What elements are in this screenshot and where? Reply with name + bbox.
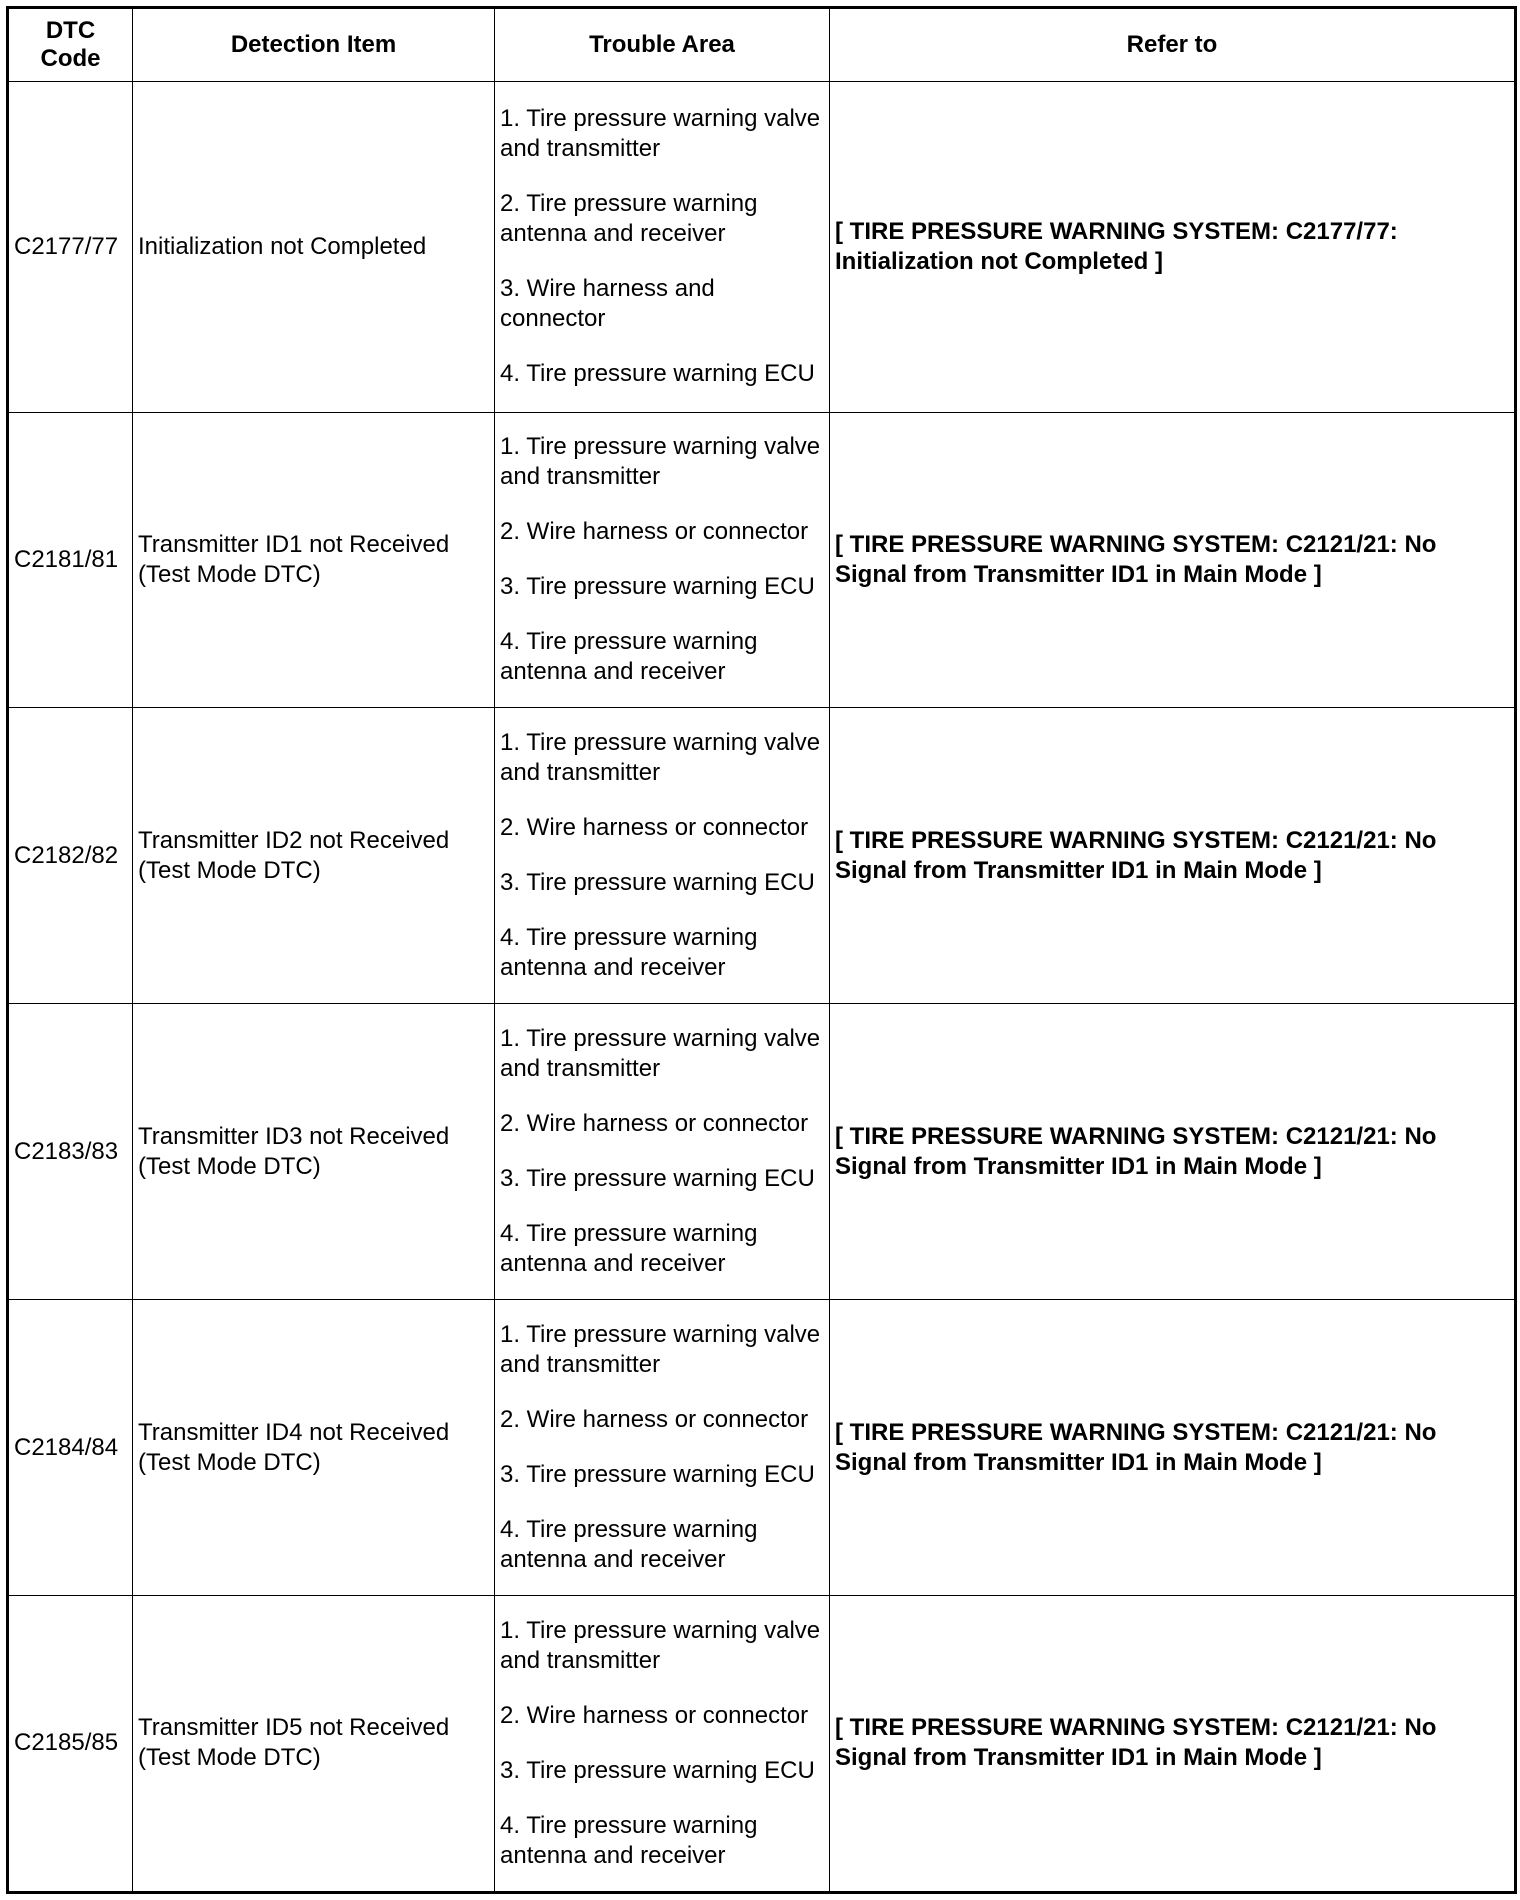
detection-item-line1: Transmitter ID4 not Received <box>138 1418 450 1446</box>
refer-to-link[interactable]: [ TIRE PRESSURE WARNING SYSTEM: C2121/21: No Signal from Transmitter ID1 in Main Mode ] <box>830 1300 1516 1596</box>
trouble-area-item: 4. Tire pressure warning antenna and receiver <box>500 1811 758 1869</box>
header-dtc-code-line2: Code <box>40 45 101 72</box>
trouble-area-item: 4. Tire pressure warning antenna and receiver <box>500 1220 758 1278</box>
detection-item-cell <box>133 412 495 708</box>
refer-to-link[interactable]: [ TIRE PRESSURE WARNING SYSTEM: C2121/21: No Signal from Transmitter ID1 in Main Mode ] <box>830 412 1516 708</box>
detection-item-line1: Initialization not Completed <box>138 232 427 260</box>
trouble-area-cell <box>495 708 830 1004</box>
table-row <box>8 708 1516 1004</box>
trouble-area-item: 3. Tire pressure warning ECU <box>500 573 815 601</box>
trouble-area-item: 2. Wire harness or connector <box>500 1701 809 1729</box>
header-dtc-code <box>8 8 133 82</box>
header-detection-item: Detection Item <box>133 8 495 82</box>
header-trouble-area: Trouble Area <box>495 8 830 82</box>
detection-item-line2: (Test Mode DTC) <box>138 1448 321 1476</box>
header-dtc-code-line1: DTC <box>45 17 96 44</box>
table-row <box>8 82 1516 413</box>
dtc-code-cell: C2184/84 <box>8 1300 133 1596</box>
detection-item-cell <box>133 82 495 413</box>
dtc-table <box>6 6 1517 1894</box>
detection-item-line1: Transmitter ID2 not Received <box>138 826 450 854</box>
trouble-area-item: 4. Tire pressure warning ECU <box>500 360 815 388</box>
trouble-area-cell <box>495 82 830 413</box>
detection-item-line2: (Test Mode DTC) <box>138 1744 321 1772</box>
detection-item-cell <box>133 708 495 1004</box>
trouble-area-item: 4. Tire pressure warning antenna and receiver <box>500 628 758 686</box>
trouble-area-item: 1. Tire pressure warning valve and transmitter <box>500 433 821 491</box>
trouble-area-item: 1. Tire pressure warning valve and transmitter <box>500 105 821 163</box>
trouble-area-item: 1. Tire pressure warning valve and transmitter <box>500 1321 821 1379</box>
trouble-area-item: 3. Tire pressure warning ECU <box>500 869 815 897</box>
trouble-area-item: 3. Tire pressure warning ECU <box>500 1165 815 1193</box>
trouble-area-cell <box>495 1004 830 1300</box>
table-row <box>8 1595 1516 1892</box>
detection-item-line2: (Test Mode DTC) <box>138 856 321 884</box>
trouble-area-item: 3. Wire harness and connector <box>500 275 715 333</box>
trouble-area-item: 2. Wire harness or connector <box>500 814 809 842</box>
trouble-area-item: 1. Tire pressure warning valve and transmitter <box>500 1616 821 1674</box>
trouble-area-item: 4. Tire pressure warning antenna and receiver <box>500 924 758 982</box>
trouble-area-item: 3. Tire pressure warning ECU <box>500 1756 815 1784</box>
trouble-area-item: 2. Wire harness or connector <box>500 1110 809 1138</box>
table-header-row <box>8 8 1516 82</box>
table-row <box>8 412 1516 708</box>
dtc-code-cell: C2181/81 <box>8 412 133 708</box>
trouble-area-item: 2. Tire pressure warning antenna and receiver <box>500 190 758 248</box>
trouble-area-item: 1. Tire pressure warning valve and transmitter <box>500 729 821 787</box>
trouble-area-cell <box>495 1595 830 1892</box>
dtc-code-cell: C2183/83 <box>8 1004 133 1300</box>
refer-to-link[interactable]: [ TIRE PRESSURE WARNING SYSTEM: C2121/21: No Signal from Transmitter ID1 in Main Mode ] <box>830 708 1516 1004</box>
detection-item-line2: (Test Mode DTC) <box>138 560 321 588</box>
detection-item-line2: (Test Mode DTC) <box>138 1152 321 1180</box>
refer-to-link[interactable]: [ TIRE PRESSURE WARNING SYSTEM: C2177/77: Initialization not Completed ] <box>830 82 1516 413</box>
trouble-area-cell <box>495 1300 830 1596</box>
dtc-code-cell: C2177/77 <box>8 82 133 413</box>
refer-to-link[interactable]: [ TIRE PRESSURE WARNING SYSTEM: C2121/21: No Signal from Transmitter ID1 in Main Mode ] <box>830 1004 1516 1300</box>
detection-item-cell <box>133 1004 495 1300</box>
trouble-area-item: 2. Wire harness or connector <box>500 1406 809 1434</box>
detection-item-cell <box>133 1300 495 1596</box>
trouble-area-item: 1. Tire pressure warning valve and transmitter <box>500 1025 821 1083</box>
detection-item-cell <box>133 1595 495 1892</box>
dtc-code-cell: C2182/82 <box>8 708 133 1004</box>
dtc-code-cell: C2185/85 <box>8 1595 133 1892</box>
trouble-area-item: 3. Tire pressure warning ECU <box>500 1461 815 1489</box>
refer-to-link[interactable]: [ TIRE PRESSURE WARNING SYSTEM: C2121/21: No Signal from Transmitter ID1 in Main Mode ] <box>830 1595 1516 1892</box>
trouble-area-item: 2. Wire harness or connector <box>500 518 809 546</box>
detection-item-line1: Transmitter ID5 not Received <box>138 1714 450 1742</box>
detection-item-line1: Transmitter ID1 not Received <box>138 530 450 558</box>
header-refer-to: Refer to <box>830 8 1516 82</box>
table-row <box>8 1004 1516 1300</box>
trouble-area-item: 4. Tire pressure warning antenna and receiver <box>500 1516 758 1574</box>
trouble-area-cell <box>495 412 830 708</box>
table-row <box>8 1300 1516 1596</box>
detection-item-line1: Transmitter ID3 not Received <box>138 1122 450 1150</box>
